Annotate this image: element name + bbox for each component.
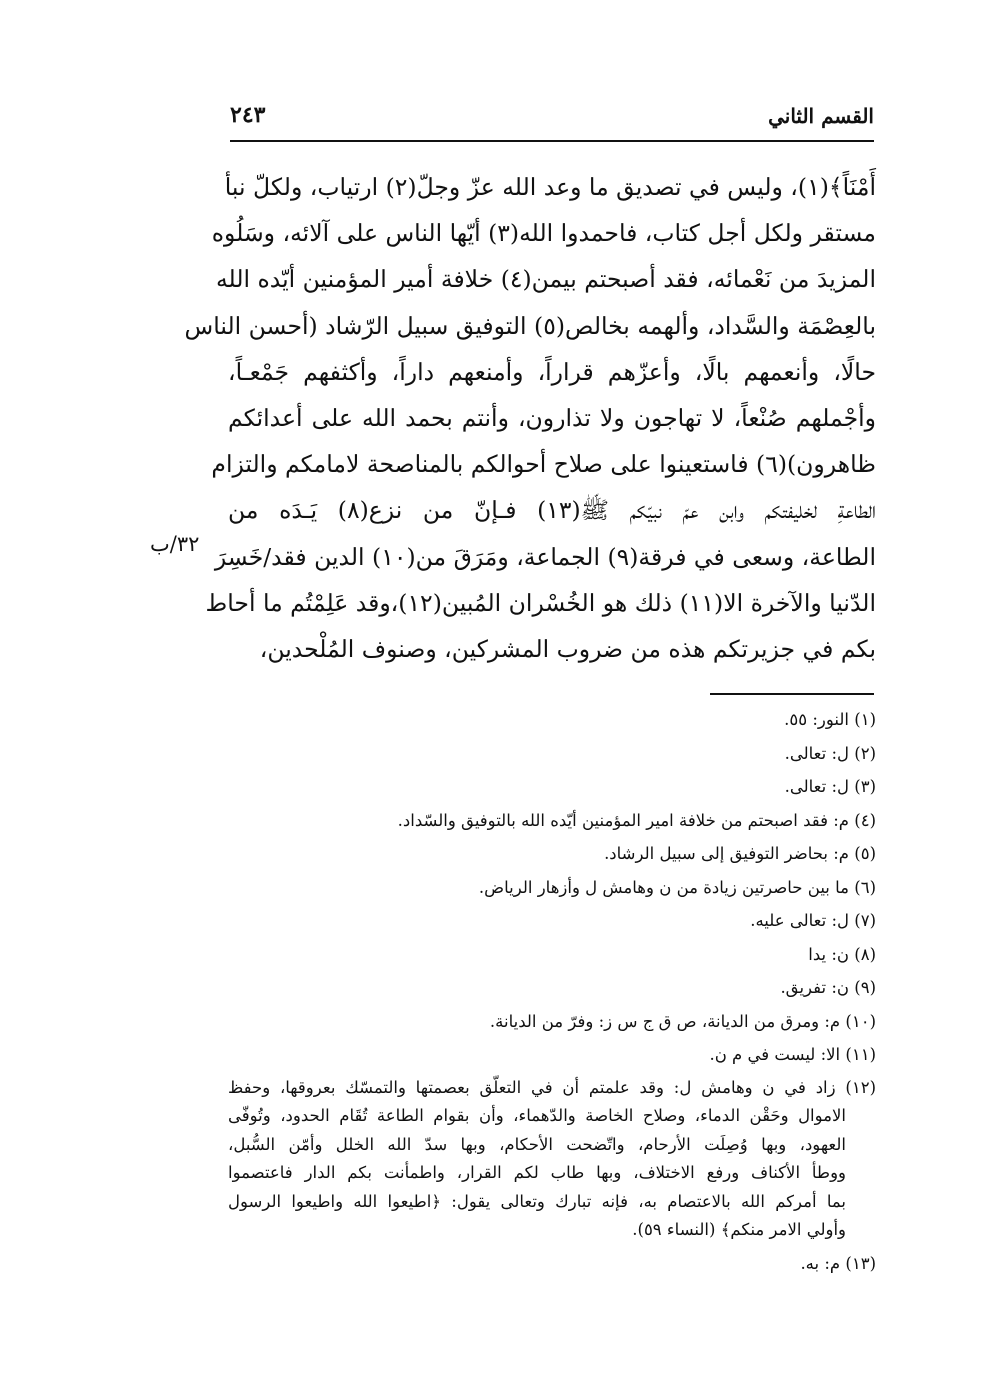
footnote-line: الاموال وحَقْن الدماء، وصلاح الخاصة والدّهماء، وأن بقوام الطاعة تُقَام الحدود، وتُوفّى (228, 1106, 846, 1125)
footnote: (١٣) م: به. (800, 1253, 876, 1273)
main-text-line: بكم في جزيرتكم هذه من ضروب المشركين، وصنوف المُلْحدين، (259, 634, 876, 663)
footnote: (٤) م: فقد اصبحتم من خلافة امير المؤمنين أيّده الله بالتوفيق والسّداد. (397, 810, 876, 830)
footnotes-block (228, 703, 876, 1280)
footnote-separator (710, 693, 874, 695)
main-text-line: حالًا، وأنعمهم بالًا، وأعزّهم قراراً، وأمنعهم داراً، وأكثفهم جَمْعـاً، (228, 357, 876, 386)
footnote-line: العهود، وبها وُصِلَت الأرحام، واتّضحت الأحكام، وبها سدّ الله الخلل وأمّن السُّبل، (228, 1134, 846, 1154)
header-rule (230, 140, 874, 142)
main-text-line: الطاعةِ لخليفتكم وابن عمّ نبيّكم ﷺ(١٣) فـإنّ من نزع(٨) يَـدَه من (228, 496, 876, 525)
main-text-line: الطاعة، وسعى في فرقة(٩) الجماعة، ومَرَقَ من(١٠) الدين فقد/خَسِرَ (214, 542, 876, 571)
page-header (230, 100, 874, 140)
footnote-line: وأولي الامر منكم﴾ (النساء ٥٩). (632, 1220, 846, 1239)
footnote: (٥) م: بحاضر التوفيق إلى سبيل الرشاد. (604, 844, 876, 863)
footnote: (٨) ن: يدا (808, 944, 876, 964)
footnote-line: بما أمركم الله بالاعتصام به، فإنه تبارك وتعالى يقول: ﴿اطيعوا الله واطيعوا الرسول (228, 1191, 846, 1211)
main-text-line: المزيدَ من نَعْمائه، فقد أصبحتم بيمن(٤) خلافة أمير المؤمنين أيّده الله (215, 265, 876, 294)
page-number: ٢٤٣ (230, 102, 266, 128)
footnote: (١) النور: ٥٥. (784, 710, 876, 729)
footnote: (٦) ما بين حاصرتين زيادة من ن وهامش ل وأزهار الرياض. (478, 877, 876, 897)
footnote-long (228, 1072, 876, 1247)
section-title: القسم الثاني (768, 104, 874, 128)
footnote: (١١) الا: ليست في م ن. (709, 1045, 876, 1064)
footnote-line: ووطأ الأكناف ورفع الاختلاف، وبها طاب لكم القرار، واطمأنت بكم الدار فاعتصموا (228, 1163, 846, 1182)
footnote: (٩) ن: تفريق. (780, 978, 876, 997)
footnote-line: (١٢) زاد في ن وهامش ل: وقد علمتم أن في التعلّق بعصمتها والتمسّك بعروقها، وحفظ (228, 1077, 876, 1097)
footnote: (٧) ل: تعالى عليه. (750, 911, 876, 930)
footnote: (٢) ل: تعالى. (784, 743, 876, 763)
main-text-block (184, 164, 876, 672)
main-text-line: الدّنيا والآخرة الا(١١) ذلك هو الخُسْران المُبين(١٢)،وقد عَلِمْتُم ما أحاط (205, 588, 876, 617)
main-text-line: وأجْملهم صُنْعاً، لا تهاجون ولا تذارون، وأنتم بحمد الله على أعدائكم (228, 403, 876, 432)
main-text-line: مستقر ولكل أجل كتاب، فاحمدوا الله(٣) أيّها الناس على آلائه، وسَلُوه (211, 219, 876, 248)
main-text-line: ظاهرون)(٦) فاستعينوا على صلاح أحوالكم بالمناصحة لامامكم والتزام (211, 450, 876, 479)
footnote: (١٠) م: ومرق من الديانة، ص ق ج س ز: وفرّ من الديانة. (489, 1011, 876, 1031)
manuscript-folio-note: ٣٢/ب (150, 532, 200, 556)
main-text-line: بالعِصْمَة والسَّداد، وألهمه بخالص(٥) التوفيق سبيل الرّشاد (أحسن الناس (184, 311, 876, 340)
main-text-line: أَمْنَاً﴾(١)، وليس في تصديق ما وعد الله عزّ وجلّ(٢) ارتياب، ولكلّ نبأ (224, 173, 876, 201)
footnote: (٣) ل: تعالى. (784, 777, 876, 796)
